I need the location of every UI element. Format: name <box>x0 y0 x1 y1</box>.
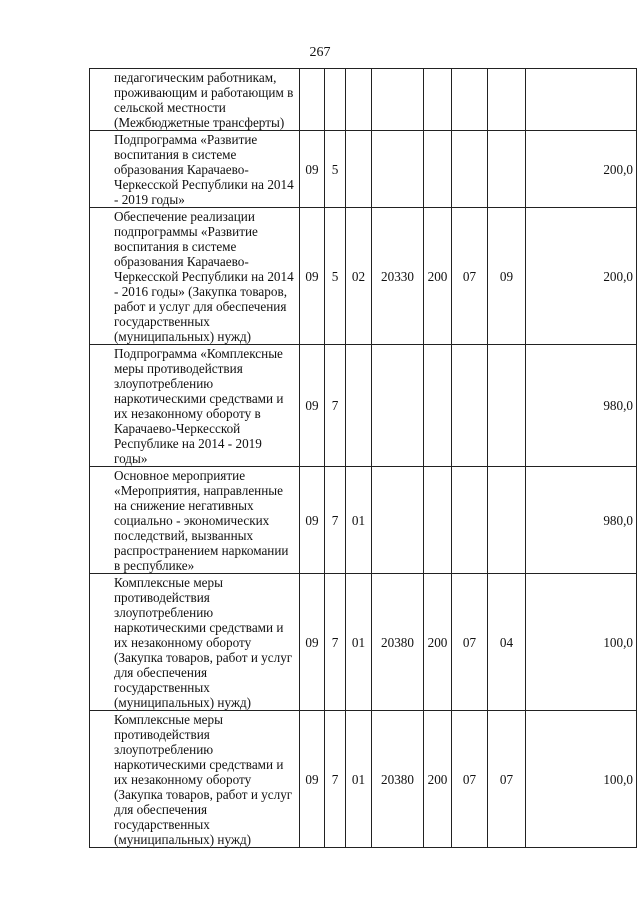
cell-ministry <box>300 69 325 131</box>
cell-subsection <box>488 69 526 131</box>
cell-amount: 200,0 <box>526 131 637 208</box>
cell-ministry: 09 <box>300 345 325 467</box>
table-row <box>90 711 637 848</box>
row-description: педагогическим работникам, проживающим и работающим в сельской местности (Межбюджетные трансферты) <box>90 69 300 131</box>
table-row <box>90 208 637 345</box>
cell-direction <box>372 467 424 574</box>
cell-program <box>325 69 346 131</box>
cell-direction <box>372 69 424 131</box>
table-row <box>90 574 637 711</box>
cell-section: 07 <box>452 574 488 711</box>
cell-subsection <box>488 467 526 574</box>
table-row <box>90 69 637 131</box>
cell-subprogram <box>346 69 372 131</box>
cell-expense-type <box>424 131 452 208</box>
table-row <box>90 345 637 467</box>
cell-subsection <box>488 131 526 208</box>
page-number: 267 <box>309 45 331 60</box>
cell-direction <box>372 345 424 467</box>
cell-expense-type: 200 <box>424 711 452 848</box>
cell-subprogram <box>346 131 372 208</box>
row-description: Основное мероприятие «Мероприятия, направленные на снижение негативных социально - экономических последствий, вызванных распространением наркомании в республике» <box>90 467 300 574</box>
row-description: Подпрограмма «Развитие воспитания в системе образования Карачаево-Черкесской Республики на 2014 - 2019 годы» <box>90 131 300 208</box>
cell-expense-type <box>424 345 452 467</box>
row-description: Подпрограмма «Комплексные меры противодействия злоупотреблению наркотическими средствами и их незаконному обороту в Карачаево-Черкесской Республике на 2014 - 2019 годы» <box>90 345 300 467</box>
cell-subsection: 07 <box>488 711 526 848</box>
cell-expense-type <box>424 467 452 574</box>
cell-direction <box>372 131 424 208</box>
cell-section: 07 <box>452 711 488 848</box>
cell-ministry: 09 <box>300 208 325 345</box>
cell-subprogram: 01 <box>346 467 372 574</box>
cell-section <box>452 131 488 208</box>
cell-section: 07 <box>452 208 488 345</box>
cell-expense-type: 200 <box>424 574 452 711</box>
cell-amount: 980,0 <box>526 467 637 574</box>
cell-amount: 100,0 <box>526 574 637 711</box>
cell-program: 7 <box>325 574 346 711</box>
cell-subprogram: 02 <box>346 208 372 345</box>
table-row <box>90 131 637 208</box>
cell-program: 5 <box>325 208 346 345</box>
cell-section <box>452 69 488 131</box>
cell-section <box>452 467 488 574</box>
budget-table <box>89 68 637 848</box>
cell-program: 5 <box>325 131 346 208</box>
cell-expense-type <box>424 69 452 131</box>
cell-subprogram: 01 <box>346 574 372 711</box>
cell-direction: 20380 <box>372 711 424 848</box>
cell-subsection: 04 <box>488 574 526 711</box>
cell-direction: 20380 <box>372 574 424 711</box>
cell-expense-type: 200 <box>424 208 452 345</box>
cell-section <box>452 345 488 467</box>
row-description: Обеспечение реализации подпрограммы «Развитие воспитания в системе образования Карачаево-Черкесской Республики на 2014 - 2016 годы» (Закупка товаров, работ и услуг для обеспечения государственных (муниципальных) нужд) <box>90 208 300 345</box>
cell-amount: 200,0 <box>526 208 637 345</box>
cell-ministry: 09 <box>300 711 325 848</box>
cell-amount: 980,0 <box>526 345 637 467</box>
cell-program: 7 <box>325 711 346 848</box>
cell-program: 7 <box>325 467 346 574</box>
cell-subsection: 09 <box>488 208 526 345</box>
cell-subprogram <box>346 345 372 467</box>
cell-subsection <box>488 345 526 467</box>
table-row <box>90 467 637 574</box>
cell-program: 7 <box>325 345 346 467</box>
cell-subprogram: 01 <box>346 711 372 848</box>
cell-amount: 100,0 <box>526 711 637 848</box>
cell-amount <box>526 69 637 131</box>
cell-ministry: 09 <box>300 467 325 574</box>
cell-direction: 20330 <box>372 208 424 345</box>
row-description: Комплексные меры противодействия злоупотреблению наркотическими средствами и их незаконному обороту (Закупка товаров, работ и услуг для обеспечения государственных (муниципальных) нужд) <box>90 711 300 848</box>
row-description: Комплексные меры противодействия злоупотреблению наркотическими средствами и их незаконному обороту (Закупка товаров, работ и услуг для обеспечения государственных (муниципальных) нужд) <box>90 574 300 711</box>
cell-ministry: 09 <box>300 131 325 208</box>
cell-ministry: 09 <box>300 574 325 711</box>
